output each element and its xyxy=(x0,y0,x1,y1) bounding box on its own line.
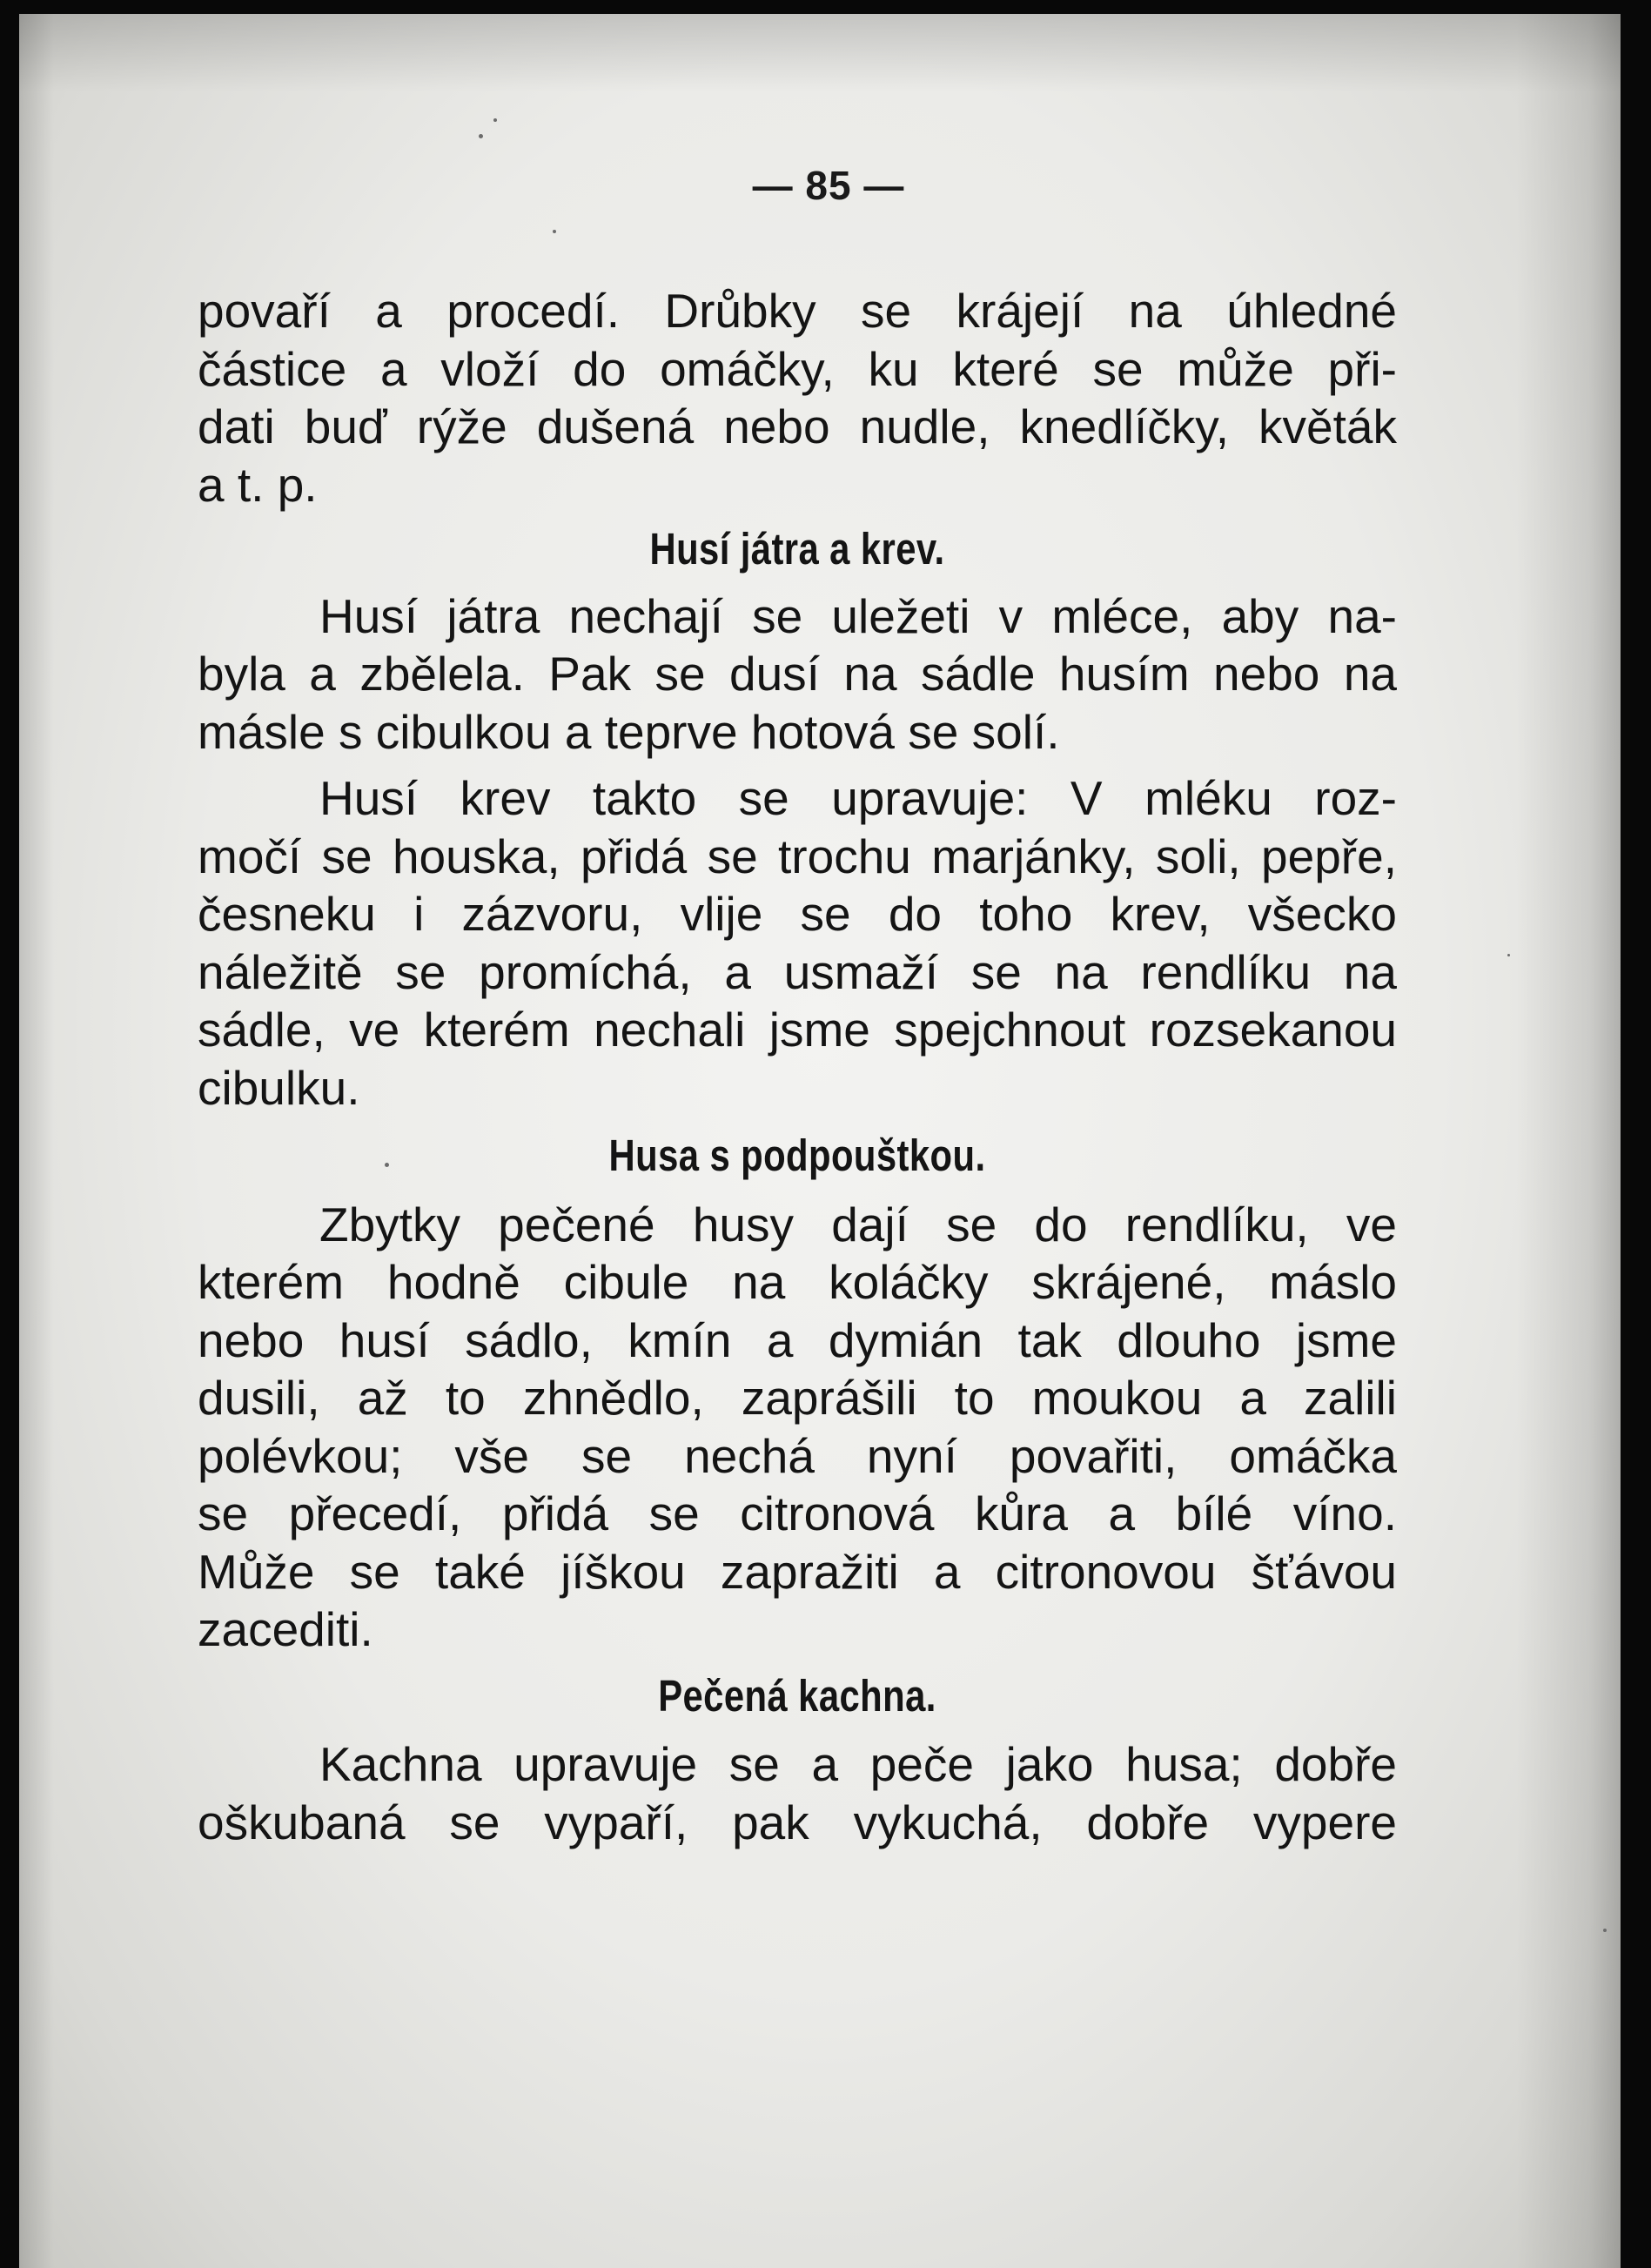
text-line: náležitě se promíchá, a usmaží se na rendlíku na xyxy=(198,944,1397,999)
text-line: polévkou; vše se nechá nyní povařiti, omáčka xyxy=(198,1428,1397,1483)
page-shadow-left xyxy=(19,14,54,2268)
paragraph-gap xyxy=(198,761,1397,769)
text-line: Husí játra nechají se uležeti v mléce, aby na- xyxy=(319,588,1397,643)
ink-speck xyxy=(1507,954,1510,956)
text-line: Zbytky pečené husy dají se do rendlíku, ve xyxy=(319,1197,1397,1251)
blood-paragraph xyxy=(198,769,1397,1117)
duck-paragraph xyxy=(198,1735,1397,1851)
page-body xyxy=(198,282,1397,1851)
text-line: částice a vloží do omáčky, ku které se může při- xyxy=(198,341,1397,396)
ink-speck xyxy=(479,134,483,138)
page-number-text: — 85 — xyxy=(752,163,905,208)
intro-paragraph xyxy=(198,282,1397,513)
goose-paragraph xyxy=(198,1196,1397,1659)
text-line: Kachna upravuje se a peče jako husa; dobře xyxy=(319,1737,1397,1791)
text-line: česneku i zázvoru, vlije se do toho krev, všecko xyxy=(198,887,1397,941)
liver-paragraph xyxy=(198,587,1397,762)
ink-speck xyxy=(493,118,497,122)
text-line: močí se houska, přidá se trochu marjánky, soli, pepře, xyxy=(198,829,1397,883)
text-line: oškubaná se vypaří, pak vykuchá, dobře vypere xyxy=(198,1795,1397,1849)
text-line: zacediti. xyxy=(198,1602,373,1656)
text-line: nebo husí sádlo, kmín a dymián tak dlouho jsme xyxy=(198,1312,1397,1367)
text-line: dusili, až to zhnědlo, zaprášili to moukou a zalili xyxy=(198,1371,1397,1425)
section-heading-liver: Husí játra a krev. xyxy=(649,524,945,574)
section-heading-duck: Pečená kachna. xyxy=(658,1670,936,1721)
text-line: dati buď rýže dušená nebo nudle, knedlíčky, květák xyxy=(198,399,1397,453)
text-line: a t. p. xyxy=(198,457,318,512)
ink-speck xyxy=(553,230,556,233)
text-line: byla a zbělela. Pak se dusí na sádle husím nebo na xyxy=(198,647,1397,701)
page-shadow-top xyxy=(19,14,1621,92)
text-line: sádle, ve kterém nechali jsme spejchnout rozsekanou xyxy=(198,1003,1397,1057)
text-line: Může se také jíškou zapražiti a citronovou šťávou xyxy=(198,1544,1397,1599)
page-number xyxy=(19,162,1621,209)
text-line: kterém hodně cibule na koláčky skrájené, máslo xyxy=(198,1255,1397,1309)
text-line: cibulku. xyxy=(198,1060,360,1115)
text-line: másle s cibulkou a teprve hotová se solí. xyxy=(198,704,1060,759)
text-line: povaří a procedí. Drůbky se krájejí na úhledné xyxy=(198,284,1397,338)
ink-speck xyxy=(1603,1929,1607,1932)
section-heading-goose: Husa s podpouštkou. xyxy=(608,1131,986,1180)
text-line: Husí krev takto se upravuje: V mléku roz- xyxy=(319,771,1397,825)
text-line: se přecedí, přidá se citronová kůra a bílé víno. xyxy=(198,1486,1397,1540)
book-page xyxy=(19,14,1621,2268)
